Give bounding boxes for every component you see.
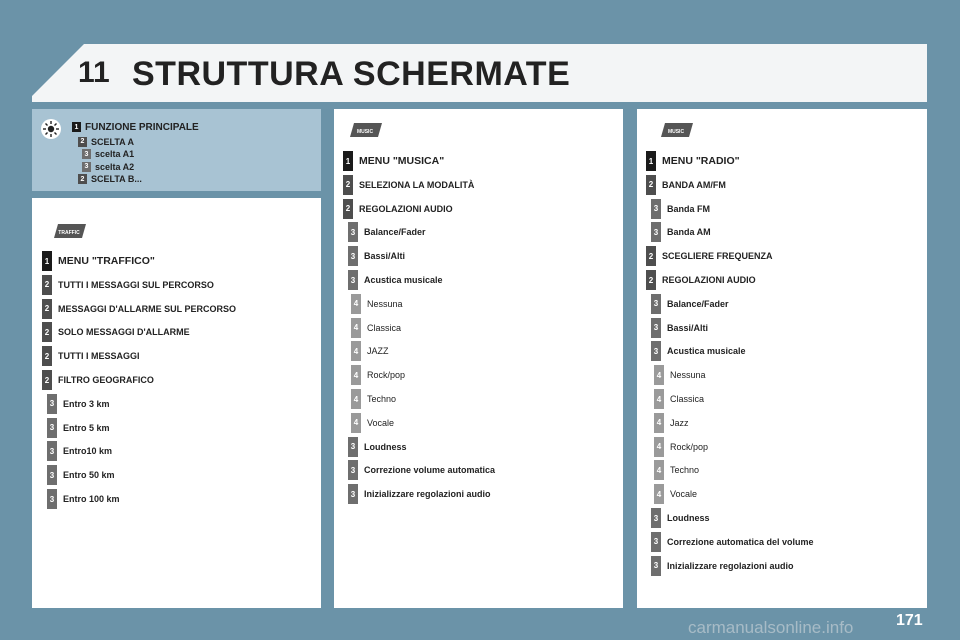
music-menu-item (351, 413, 394, 433)
radio-menu-item (654, 365, 706, 385)
music-menu-item (351, 341, 389, 361)
radio-menu-item (651, 222, 711, 242)
level-badge: 4 (351, 413, 361, 433)
level-badge: 4 (351, 389, 361, 409)
menu-item-label: Banda AM (667, 227, 711, 238)
menu-item-label: Classica (367, 322, 402, 333)
level-badge: 3 (82, 149, 91, 159)
menu-item-label: Entro 3 km (63, 398, 110, 409)
music-menu-item (348, 246, 405, 266)
music-menu-item (348, 484, 491, 504)
radio-menu-item (654, 484, 697, 504)
level-badge: 2 (343, 175, 353, 195)
radio-menu-item (651, 508, 710, 528)
menu-item-label: TUTTI I MESSAGGI (58, 351, 140, 362)
traffic-menu-item (47, 465, 115, 485)
menu-item-label: MENU "RADIO" (662, 155, 740, 167)
menu-item-label: Techno (367, 394, 397, 404)
level-badge: 3 (348, 246, 358, 266)
level-badge: 2 (42, 299, 52, 319)
level-badge: 2 (42, 322, 52, 342)
level-badge: 4 (654, 389, 664, 409)
level-badge: 4 (654, 413, 664, 433)
radio-menu-item (654, 460, 699, 480)
legend-item (82, 148, 134, 160)
legend-item (82, 161, 134, 173)
level-badge: 4 (351, 341, 361, 361)
menu-item-label: Loudness (667, 513, 710, 523)
menu-item-label: Jazz (670, 417, 689, 428)
menu-item-label: Acustica musicale (667, 346, 746, 357)
menu-item-label: Techno (670, 465, 700, 476)
level-badge: 4 (351, 318, 361, 338)
level-badge: 3 (348, 484, 358, 504)
traffic-menu-item (47, 418, 110, 438)
menu-item-label: Balance/Fader (667, 298, 729, 309)
level-badge: 1 (72, 122, 81, 132)
legend-item-label: scelta A1 (95, 149, 135, 159)
radio-menu-item (651, 199, 710, 219)
level-badge: 2 (343, 199, 353, 219)
menu-item-label: REGOLAZIONI AUDIO (662, 275, 756, 285)
menu-item-label: REGOLAZIONI AUDIO (359, 203, 453, 214)
legend-item (72, 121, 199, 133)
menu-item-label: Entro 5 km (63, 422, 110, 433)
level-badge: 3 (651, 341, 661, 361)
menu-item-label: Classica (670, 394, 705, 404)
traffic-menu-item (42, 275, 214, 295)
menu-item-label: Loudness (364, 441, 407, 452)
music-menu-item (351, 318, 401, 338)
level-badge: 2 (646, 270, 656, 290)
music-menu-item (343, 151, 444, 171)
menu-item-label: Entro10 km (63, 446, 113, 457)
page-title: STRUTTURA SCHERMATE (132, 55, 571, 93)
menu-item-label: Correzione volume automatica (364, 465, 496, 476)
menu-item-label: TUTTI I MESSAGGI SUL PERCORSO (58, 279, 214, 290)
level-badge: 2 (42, 370, 52, 390)
music-icon-label: MUSIC (356, 129, 374, 135)
menu-item-label: Rock/pop (367, 370, 406, 381)
level-badge: 2 (42, 275, 52, 295)
menu-item-label: MENU "TRAFFICO" (58, 255, 155, 267)
legend-item (78, 173, 142, 185)
menu-item-label: Vocale (670, 489, 698, 500)
radio-menu-item (654, 389, 704, 409)
music-menu-item (348, 222, 426, 242)
level-badge: 3 (47, 441, 57, 461)
radio-menu-item (651, 318, 708, 338)
music-icon (348, 121, 384, 139)
menu-item-label: Balance/Fader (364, 227, 426, 238)
radio-menu-item (646, 270, 756, 290)
menu-item-label: Entro 50 km (63, 470, 115, 481)
level-badge: 1 (343, 151, 353, 171)
radio-menu-item (651, 294, 729, 314)
light-icon (40, 118, 62, 140)
level-badge: 3 (651, 222, 661, 242)
music-menu-item (351, 389, 396, 409)
menu-item-label: FILTRO GEOGRAFICO (58, 375, 154, 385)
radio-menu-item (646, 246, 773, 266)
legend-item-label: SCELTA A (91, 136, 134, 147)
menu-item-label: SCEGLIERE FREQUENZA (662, 251, 773, 262)
level-badge: 1 (42, 251, 52, 271)
radio-icon-label: MUSIC (667, 129, 685, 135)
music-menu-item (343, 175, 474, 195)
radio-menu-item (651, 532, 814, 552)
level-badge: 3 (651, 508, 661, 528)
menu-item-label: SOLO MESSAGGI D'ALLARME (58, 327, 190, 338)
level-badge: 4 (654, 365, 664, 385)
legend-item-label: scelta A2 (95, 161, 135, 172)
music-menu-item (348, 437, 407, 457)
music-menu-item (348, 270, 443, 290)
radio-menu-item (646, 151, 740, 171)
legend-item (78, 136, 134, 148)
level-badge: 3 (82, 162, 91, 172)
music-menu-item (351, 294, 403, 314)
menu-item-label: Inizializzare regolazioni audio (364, 489, 491, 500)
level-badge: 3 (348, 270, 358, 290)
level-badge: 3 (47, 489, 57, 509)
traffic-menu-item (42, 370, 154, 390)
menu-item-label: MENU "MUSICA" (359, 155, 445, 167)
level-badge: 3 (348, 222, 358, 242)
menu-item-label: BANDA AM/FM (662, 179, 726, 190)
menu-item-label: Bassi/Alti (667, 322, 709, 333)
menu-item-label: Banda FM (667, 203, 711, 214)
level-badge: 2 (646, 246, 656, 266)
traffic-menu-item (42, 251, 155, 271)
menu-item-label: MESSAGGI D'ALLARME SUL PERCORSO (58, 303, 236, 314)
radio-icon (659, 121, 695, 139)
music-menu-item (348, 460, 495, 480)
traffic-menu-item (42, 346, 140, 366)
menu-item-label: Nessuna (367, 298, 403, 309)
level-badge: 3 (348, 460, 358, 480)
radio-menu-item (654, 437, 708, 457)
menu-item-label: Correzione automatica del volume (667, 536, 814, 547)
level-badge: 3 (47, 394, 57, 414)
level-badge: 3 (651, 294, 661, 314)
radio-menu-item (654, 413, 689, 433)
menu-item-label: Entro 100 km (63, 494, 120, 504)
menu-item-label: Nessuna (670, 370, 706, 381)
traffic-menu-item (42, 322, 190, 342)
level-badge: 2 (646, 175, 656, 195)
radio-menu-item (651, 341, 746, 361)
traffic-icon (52, 222, 88, 240)
traffic-menu-item (42, 299, 236, 319)
radio-menu-item (651, 556, 794, 576)
menu-item-label: Rock/pop (670, 441, 709, 452)
menu-item-label: Acustica musicale (364, 275, 443, 285)
traffic-menu-item (47, 441, 112, 461)
level-badge: 1 (646, 151, 656, 171)
level-badge: 2 (78, 137, 87, 147)
radio-menu-item (646, 175, 726, 195)
watermark: carmanualsonline.info (688, 618, 854, 637)
level-badge: 3 (47, 418, 57, 438)
level-badge: 2 (42, 346, 52, 366)
traffic-icon-label: TRAFFIC (58, 230, 80, 236)
level-badge: 3 (348, 437, 358, 457)
music-menu-item (343, 199, 453, 219)
chapter-number: 11 (78, 56, 110, 89)
level-badge: 4 (654, 437, 664, 457)
level-badge: 4 (654, 484, 664, 504)
menu-item-label: SELEZIONA LA MODALITÀ (359, 179, 475, 190)
legend-item-label: SCELTA B... (91, 174, 142, 184)
legend-item-label: FUNZIONE PRINCIPALE (85, 121, 199, 133)
level-badge: 3 (651, 318, 661, 338)
menu-item-label: Inizializzare regolazioni audio (667, 560, 794, 571)
level-badge: 3 (651, 532, 661, 552)
level-badge: 3 (651, 556, 661, 576)
music-menu-item (351, 365, 405, 385)
traffic-menu-item (47, 394, 110, 414)
level-badge: 4 (654, 460, 664, 480)
menu-item-label: Bassi/Alti (364, 251, 406, 262)
level-badge: 4 (351, 294, 361, 314)
level-badge: 4 (351, 365, 361, 385)
level-badge: 3 (47, 465, 57, 485)
level-badge: 3 (651, 199, 661, 219)
menu-item-label: Vocale (367, 417, 395, 428)
traffic-menu-item (47, 489, 120, 509)
page-number: 171 (896, 612, 923, 629)
level-badge: 2 (78, 174, 87, 184)
menu-item-label: JAZZ (367, 346, 389, 357)
